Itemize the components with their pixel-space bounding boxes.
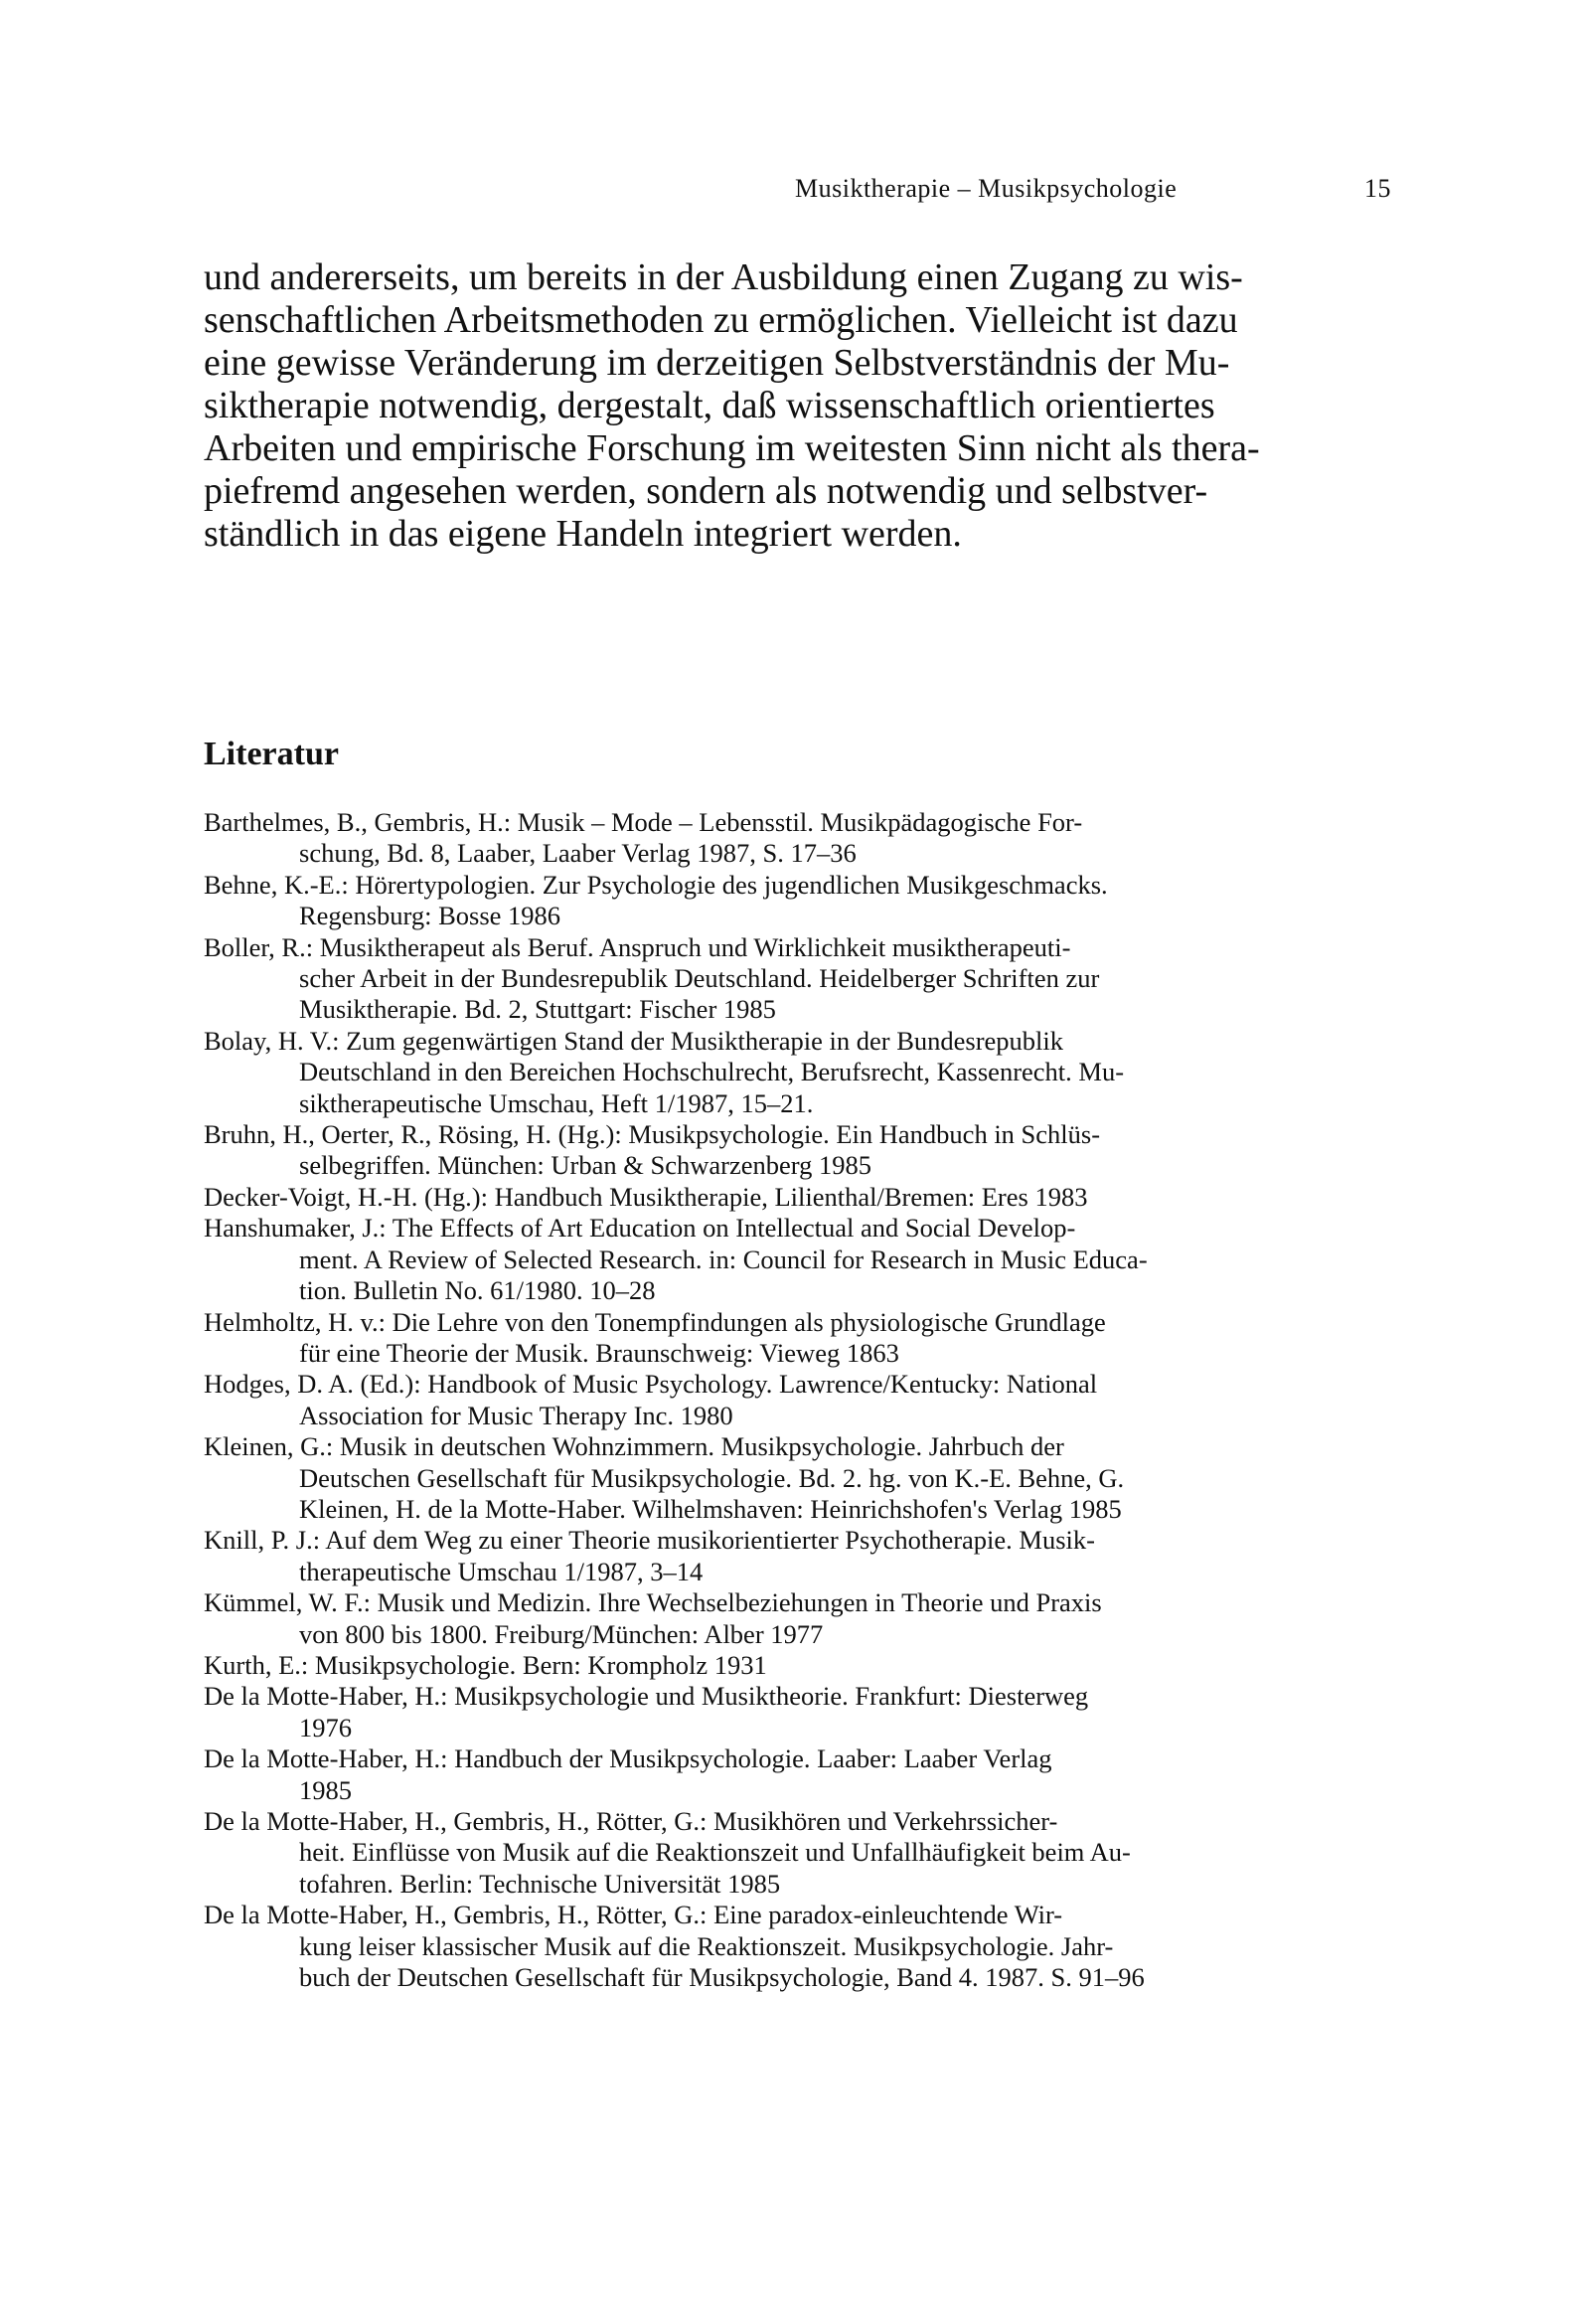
- reference-line: tion. Bulletin No. 61/1980. 10–28: [299, 1275, 656, 1306]
- reference-line: Kurth, E.: Musikpsychologie. Bern: Krompholz 1931: [204, 1649, 767, 1680]
- reference-line: Behne, K.-E.: Hörertypologien. Zur Psychologie des jugendlichen Musikgeschmacks.: [204, 869, 1108, 900]
- reference-line: Deutschland in den Bereichen Hochschulrecht, Berufsrecht, Kassenrecht. Mu-: [299, 1057, 1125, 1087]
- reference-entry: [204, 1182, 1376, 1213]
- reference-entry: [204, 1806, 1376, 1900]
- reference-line: Deutschen Gesellschaft für Musikpsychologie. Bd. 2. hg. von K.-E. Behne, G.: [299, 1462, 1125, 1493]
- reference-entry: [204, 1026, 1376, 1119]
- reference-line: ment. A Review of Selected Research. in: Council for Research in Music Educa-: [299, 1244, 1148, 1274]
- reference-line: 1976: [299, 1712, 352, 1743]
- reference-line: Regensburg: Bosse 1986: [299, 901, 561, 931]
- reference-entry: [204, 1681, 1376, 1743]
- reference-entry: [204, 870, 1376, 932]
- reference-line: De la Motte-Haber, H.: Musikpsychologie und Musiktheorie. Frankfurt: Diesterweg: [204, 1681, 1089, 1712]
- reference-entry: [204, 1650, 1376, 1681]
- reference-line: therapeutische Umschau 1/1987, 3–14: [299, 1556, 704, 1586]
- body-line: senschaftlichen Arbeitsmethoden zu ermöglichen. Vielleicht ist dazu: [204, 299, 1238, 341]
- reference-line: Kümmel, W. F.: Musik und Medizin. Ihre Wechselbeziehungen in Theorie und Praxis: [204, 1587, 1102, 1618]
- reference-line: 1985: [299, 1774, 352, 1805]
- body-line: piefremd angesehen werden, sondern als notwendig und selbstver-: [204, 470, 1208, 512]
- reference-line: De la Motte-Haber, H.: Handbuch der Musikpsychologie. Laaber: Laaber Verlag: [204, 1743, 1052, 1774]
- reference-line: heit. Einflüsse von Musik auf die Reaktionszeit und Unfallhäufigkeit beim Au-: [299, 1837, 1131, 1868]
- reference-entry: [204, 1431, 1376, 1525]
- reference-line: tofahren. Berlin: Technische Universität 1985: [299, 1868, 781, 1899]
- reference-line: De la Motte-Haber, H., Gembris, H., Rötter, G.: Musikhören und Verkehrssicher-: [204, 1806, 1058, 1836]
- reference-entry: [204, 1369, 1376, 1431]
- reference-line: Knill, P. J.: Auf dem Weg zu einer Theorie musikorientierter Psychotherapie. Musik-: [204, 1525, 1095, 1556]
- reference-line: siktherapeutische Umschau, Heft 1/1987, 15–21.: [299, 1087, 814, 1118]
- reference-entry: [204, 1213, 1376, 1306]
- page-number: 15: [1364, 174, 1391, 203]
- reference-line: Association for Music Therapy Inc. 1980: [299, 1400, 733, 1430]
- reference-line: Musiktherapie. Bd. 2, Stuttgart: Fischer 1985: [299, 994, 776, 1025]
- reference-line: schung, Bd. 8, Laaber, Laaber Verlag 1987, S. 17–36: [299, 838, 857, 869]
- reference-line: Bruhn, H., Oerter, R., Rösing, H. (Hg.): Musikpsychologie. Ein Handbuch in Schlüs-: [204, 1119, 1101, 1150]
- reference-line: Hanshumaker, J.: The Effects of Art Education on Intellectual and Social Develop-: [204, 1213, 1076, 1244]
- reference-entry: [204, 807, 1376, 870]
- reference-line: von 800 bis 1800. Freiburg/München: Alber 1977: [299, 1618, 824, 1649]
- reference-list: [204, 807, 1376, 1993]
- reference-line: De la Motte-Haber, H., Gembris, H., Rötter, G.: Eine paradox-einleuchtende Wir-: [204, 1900, 1063, 1930]
- running-head-title: Musiktherapie – Musikpsychologie: [795, 174, 1178, 203]
- reference-line: selbegriffen. München: Urban & Schwarzenberg 1985: [299, 1150, 871, 1181]
- reference-line: scher Arbeit in der Bundesrepublik Deutschland. Heidelberger Schriften zur: [299, 963, 1100, 994]
- reference-line: Helmholtz, H. v.: Die Lehre von den Tonempfindungen als physiologische Grundlage: [204, 1306, 1106, 1337]
- reference-entry: [204, 1587, 1376, 1650]
- body-line: und andererseits, um bereits in der Ausbildung einen Zugang zu wis-: [204, 256, 1243, 298]
- reference-line: kung leiser klassischer Musik auf die Reaktionszeit. Musikpsychologie. Jahr-: [299, 1930, 1114, 1961]
- body-line: siktherapie notwendig, dergestalt, daß wissenschaftlich orientiertes: [204, 385, 1215, 426]
- reference-entry: [204, 932, 1376, 1026]
- body-line: Arbeiten und empirische Forschung im weitesten Sinn nicht als thera-: [204, 427, 1260, 469]
- reference-entry: [204, 1900, 1376, 1993]
- reference-line: Kleinen, H. de la Motte-Haber. Wilhelmshaven: Heinrichshofen's Verlag 1985: [299, 1493, 1122, 1524]
- reference-entry: [204, 1525, 1376, 1587]
- body-line: eine gewisse Veränderung im derzeitigen Selbstverständnis der Mu-: [204, 342, 1230, 384]
- reference-line: Hodges, D. A. (Ed.): Handbook of Music Psychology. Lawrence/Kentucky: National: [204, 1369, 1098, 1400]
- reference-line: Barthelmes, B., Gembris, H.: Musik – Mode – Lebensstil. Musikpädagogische For-: [204, 807, 1083, 837]
- reference-entry: [204, 1307, 1376, 1370]
- reference-line: Decker-Voigt, H.-H. (Hg.): Handbuch Musiktherapie, Lilienthal/Bremen: Eres 1983: [204, 1181, 1088, 1212]
- body-paragraph: [204, 256, 1391, 556]
- body-line: ständlich in das eigene Handeln integriert werden.: [204, 513, 962, 555]
- reference-entry: [204, 1119, 1376, 1182]
- reference-line: Kleinen, G.: Musik in deutschen Wohnzimmern. Musikpsychologie. Jahrbuch der: [204, 1431, 1064, 1462]
- reference-line: Boller, R.: Musiktherapeut als Beruf. Anspruch und Wirklichkeit musiktherapeuti-: [204, 931, 1071, 962]
- reference-entry: [204, 1743, 1376, 1806]
- section-heading: Literatur: [204, 736, 339, 772]
- reference-line: buch der Deutschen Gesellschaft für Musikpsychologie, Band 4. 1987. S. 91–96: [299, 1962, 1145, 1993]
- reference-line: Bolay, H. V.: Zum gegenwärtigen Stand der Musiktherapie in der Bundesrepublik: [204, 1025, 1064, 1056]
- reference-line: für eine Theorie der Musik. Braunschweig: Vieweg 1863: [299, 1337, 899, 1368]
